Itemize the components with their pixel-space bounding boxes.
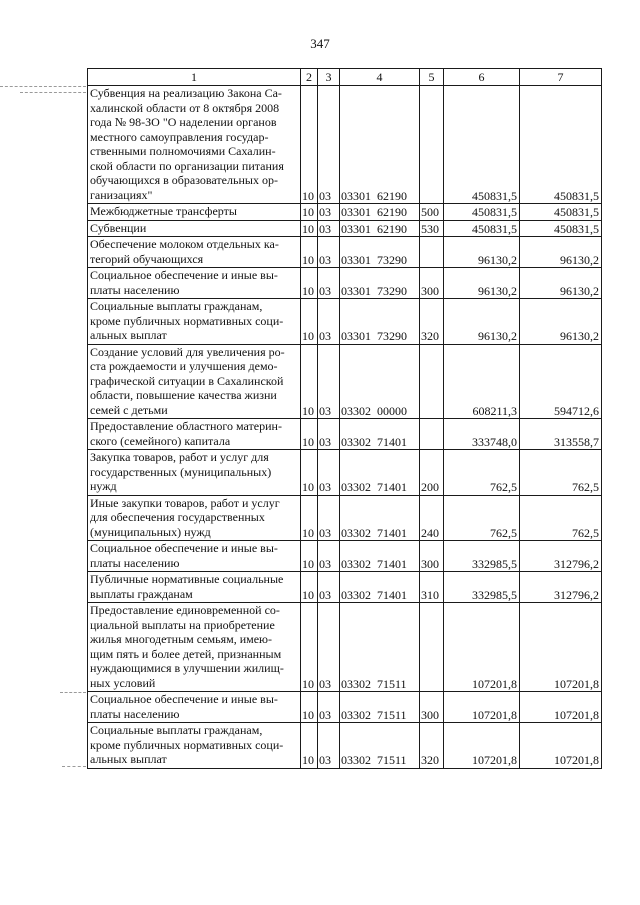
section-code: 10 xyxy=(301,572,318,603)
amount-year-2: 96130,2 xyxy=(520,237,602,268)
table-body xyxy=(88,86,602,769)
table-row xyxy=(88,419,602,450)
scan-artifact xyxy=(20,92,86,94)
table-row xyxy=(88,344,602,419)
table-row xyxy=(88,450,602,496)
subsection-code: 03 xyxy=(318,495,340,541)
amount-year-2: 312796,2 xyxy=(520,541,602,572)
column-header: 5 xyxy=(420,69,444,86)
expense-type-code: 310 xyxy=(420,572,444,603)
amount-year-2: 107201,8 xyxy=(520,692,602,723)
section-code: 10 xyxy=(301,237,318,268)
scan-artifact xyxy=(60,692,86,694)
target-article-code: 03302 71401 xyxy=(340,495,420,541)
amount-year-2: 312796,2 xyxy=(520,572,602,603)
section-code: 10 xyxy=(301,204,318,221)
section-code: 10 xyxy=(301,268,318,299)
target-article-code: 03302 71511 xyxy=(340,723,420,769)
expense-type-code: 530 xyxy=(420,220,444,237)
page-number: 347 xyxy=(310,36,330,51)
expense-type-code xyxy=(420,344,444,419)
amount-year-1: 96130,2 xyxy=(444,268,520,299)
item-name: Иные закупки товаров, работ и услуг для обеспечения государственных (муниципальных) нужд xyxy=(88,495,301,541)
table-row xyxy=(88,237,602,268)
subsection-code: 03 xyxy=(318,692,340,723)
item-name: Социальное обеспечение и иные вы- платы населению xyxy=(88,268,301,299)
item-name: Создание условий для увеличения ро- ста рождаемости и улучшения демо- графической ситуации в Сахалинской области, повышение качества жизни семей с детьми xyxy=(88,344,301,419)
item-name: Закупка товаров, работ и услуг для государственных (муниципальных) нужд xyxy=(88,450,301,496)
section-code: 10 xyxy=(301,495,318,541)
table-row xyxy=(88,204,602,221)
column-header: 4 xyxy=(340,69,420,86)
table-row xyxy=(88,220,602,237)
target-article-code: 03301 62190 xyxy=(340,220,420,237)
item-name: Социальное обеспечение и иные вы- платы населению xyxy=(88,541,301,572)
table-row xyxy=(88,268,602,299)
table-row xyxy=(88,572,602,603)
table-row xyxy=(88,541,602,572)
amount-year-2: 594712,6 xyxy=(520,344,602,419)
amount-year-1: 450831,5 xyxy=(444,86,520,204)
target-article-code: 03302 71511 xyxy=(340,692,420,723)
amount-year-1: 96130,2 xyxy=(444,299,520,345)
table-row xyxy=(88,692,602,723)
subsection-code: 03 xyxy=(318,299,340,345)
subsection-code: 03 xyxy=(318,204,340,221)
item-name: Социальные выплаты гражданам, кроме публичных нормативных соци- альных выплат xyxy=(88,299,301,345)
expense-type-code xyxy=(420,86,444,204)
subsection-code: 03 xyxy=(318,268,340,299)
amount-year-1: 96130,2 xyxy=(444,237,520,268)
amount-year-2: 96130,2 xyxy=(520,268,602,299)
amount-year-1: 107201,8 xyxy=(444,603,520,692)
amount-year-1: 333748,0 xyxy=(444,419,520,450)
amount-year-1: 608211,3 xyxy=(444,344,520,419)
target-article-code: 03302 71401 xyxy=(340,541,420,572)
item-name: Субвенция на реализацию Закона Са- халинской области от 8 октября 2008 года № 98-ЗО "О наделении органов местного самоуправления государ- ственными полномочиями Сахалин- ской области по организации питания обучающихся в образовательных ор- ганизациях" xyxy=(88,86,301,204)
target-article-code: 03302 71511 xyxy=(340,603,420,692)
column-header: 2 xyxy=(301,69,318,86)
target-article-code: 03301 62190 xyxy=(340,86,420,204)
amount-year-2: 313558,7 xyxy=(520,419,602,450)
subsection-code: 03 xyxy=(318,603,340,692)
table-row xyxy=(88,603,602,692)
section-code: 10 xyxy=(301,86,318,204)
amount-year-1: 332985,5 xyxy=(444,541,520,572)
item-name: Обеспечение молоком отдельных ка- тегорий обучающихся xyxy=(88,237,301,268)
table-row xyxy=(88,723,602,769)
item-name: Социальные выплаты гражданам, кроме публичных нормативных соци- альных выплат xyxy=(88,723,301,769)
scan-artifact xyxy=(62,766,86,768)
section-code: 10 xyxy=(301,603,318,692)
item-name: Субвенции xyxy=(88,220,301,237)
target-article-code: 03302 00000 xyxy=(340,344,420,419)
amount-year-1: 762,5 xyxy=(444,450,520,496)
section-code: 10 xyxy=(301,723,318,769)
subsection-code: 03 xyxy=(318,237,340,268)
item-name: Публичные нормативные социальные выплаты гражданам xyxy=(88,572,301,603)
target-article-code: 03301 73290 xyxy=(340,299,420,345)
section-code: 10 xyxy=(301,450,318,496)
section-code: 10 xyxy=(301,692,318,723)
column-header: 6 xyxy=(444,69,520,86)
expense-type-code: 240 xyxy=(420,495,444,541)
target-article-code: 03302 71401 xyxy=(340,450,420,496)
amount-year-1: 762,5 xyxy=(444,495,520,541)
subsection-code: 03 xyxy=(318,450,340,496)
section-code: 10 xyxy=(301,419,318,450)
expense-type-code: 320 xyxy=(420,723,444,769)
amount-year-2: 96130,2 xyxy=(520,299,602,345)
amount-year-2: 762,5 xyxy=(520,450,602,496)
item-name: Предоставление областного материн- ского (семейного) капитала xyxy=(88,419,301,450)
expense-type-code xyxy=(420,419,444,450)
target-article-code: 03301 73290 xyxy=(340,268,420,299)
table-row xyxy=(88,86,602,204)
subsection-code: 03 xyxy=(318,344,340,419)
item-name: Межбюджетные трансферты xyxy=(88,204,301,221)
section-code: 10 xyxy=(301,344,318,419)
amount-year-2: 762,5 xyxy=(520,495,602,541)
amount-year-2: 450831,5 xyxy=(520,204,602,221)
target-article-code: 03301 62190 xyxy=(340,204,420,221)
budget-table xyxy=(87,68,602,769)
expense-type-code xyxy=(420,237,444,268)
section-code: 10 xyxy=(301,299,318,345)
amount-year-2: 107201,8 xyxy=(520,603,602,692)
section-code: 10 xyxy=(301,220,318,237)
target-article-code: 03302 71401 xyxy=(340,572,420,603)
amount-year-1: 450831,5 xyxy=(444,204,520,221)
amount-year-2: 450831,5 xyxy=(520,220,602,237)
expense-type-code: 300 xyxy=(420,268,444,299)
amount-year-1: 107201,8 xyxy=(444,723,520,769)
subsection-code: 03 xyxy=(318,723,340,769)
scan-artifact xyxy=(0,86,86,88)
column-header: 1 xyxy=(88,69,301,86)
expense-type-code: 300 xyxy=(420,541,444,572)
amount-year-2: 450831,5 xyxy=(520,86,602,204)
expense-type-code: 200 xyxy=(420,450,444,496)
subsection-code: 03 xyxy=(318,220,340,237)
amount-year-2: 107201,8 xyxy=(520,723,602,769)
table-header-row xyxy=(88,69,602,86)
expense-type-code xyxy=(420,603,444,692)
table-row xyxy=(88,299,602,345)
target-article-code: 03301 73290 xyxy=(340,237,420,268)
amount-year-1: 107201,8 xyxy=(444,692,520,723)
expense-type-code: 300 xyxy=(420,692,444,723)
expense-type-code: 320 xyxy=(420,299,444,345)
item-name: Предоставление единовременной со- циальной выплаты на приобретение жилья многодетным семьям, имею- щим пять и более детей, признанным нуждающимися в улучшении жилищ- ных условий xyxy=(88,603,301,692)
subsection-code: 03 xyxy=(318,86,340,204)
column-header: 7 xyxy=(520,69,602,86)
subsection-code: 03 xyxy=(318,572,340,603)
table-row xyxy=(88,495,602,541)
amount-year-1: 332985,5 xyxy=(444,572,520,603)
section-code: 10 xyxy=(301,541,318,572)
subsection-code: 03 xyxy=(318,419,340,450)
amount-year-1: 450831,5 xyxy=(444,220,520,237)
column-header: 3 xyxy=(318,69,340,86)
expense-type-code: 500 xyxy=(420,204,444,221)
subsection-code: 03 xyxy=(318,541,340,572)
item-name: Социальное обеспечение и иные вы- платы населению xyxy=(88,692,301,723)
target-article-code: 03302 71401 xyxy=(340,419,420,450)
